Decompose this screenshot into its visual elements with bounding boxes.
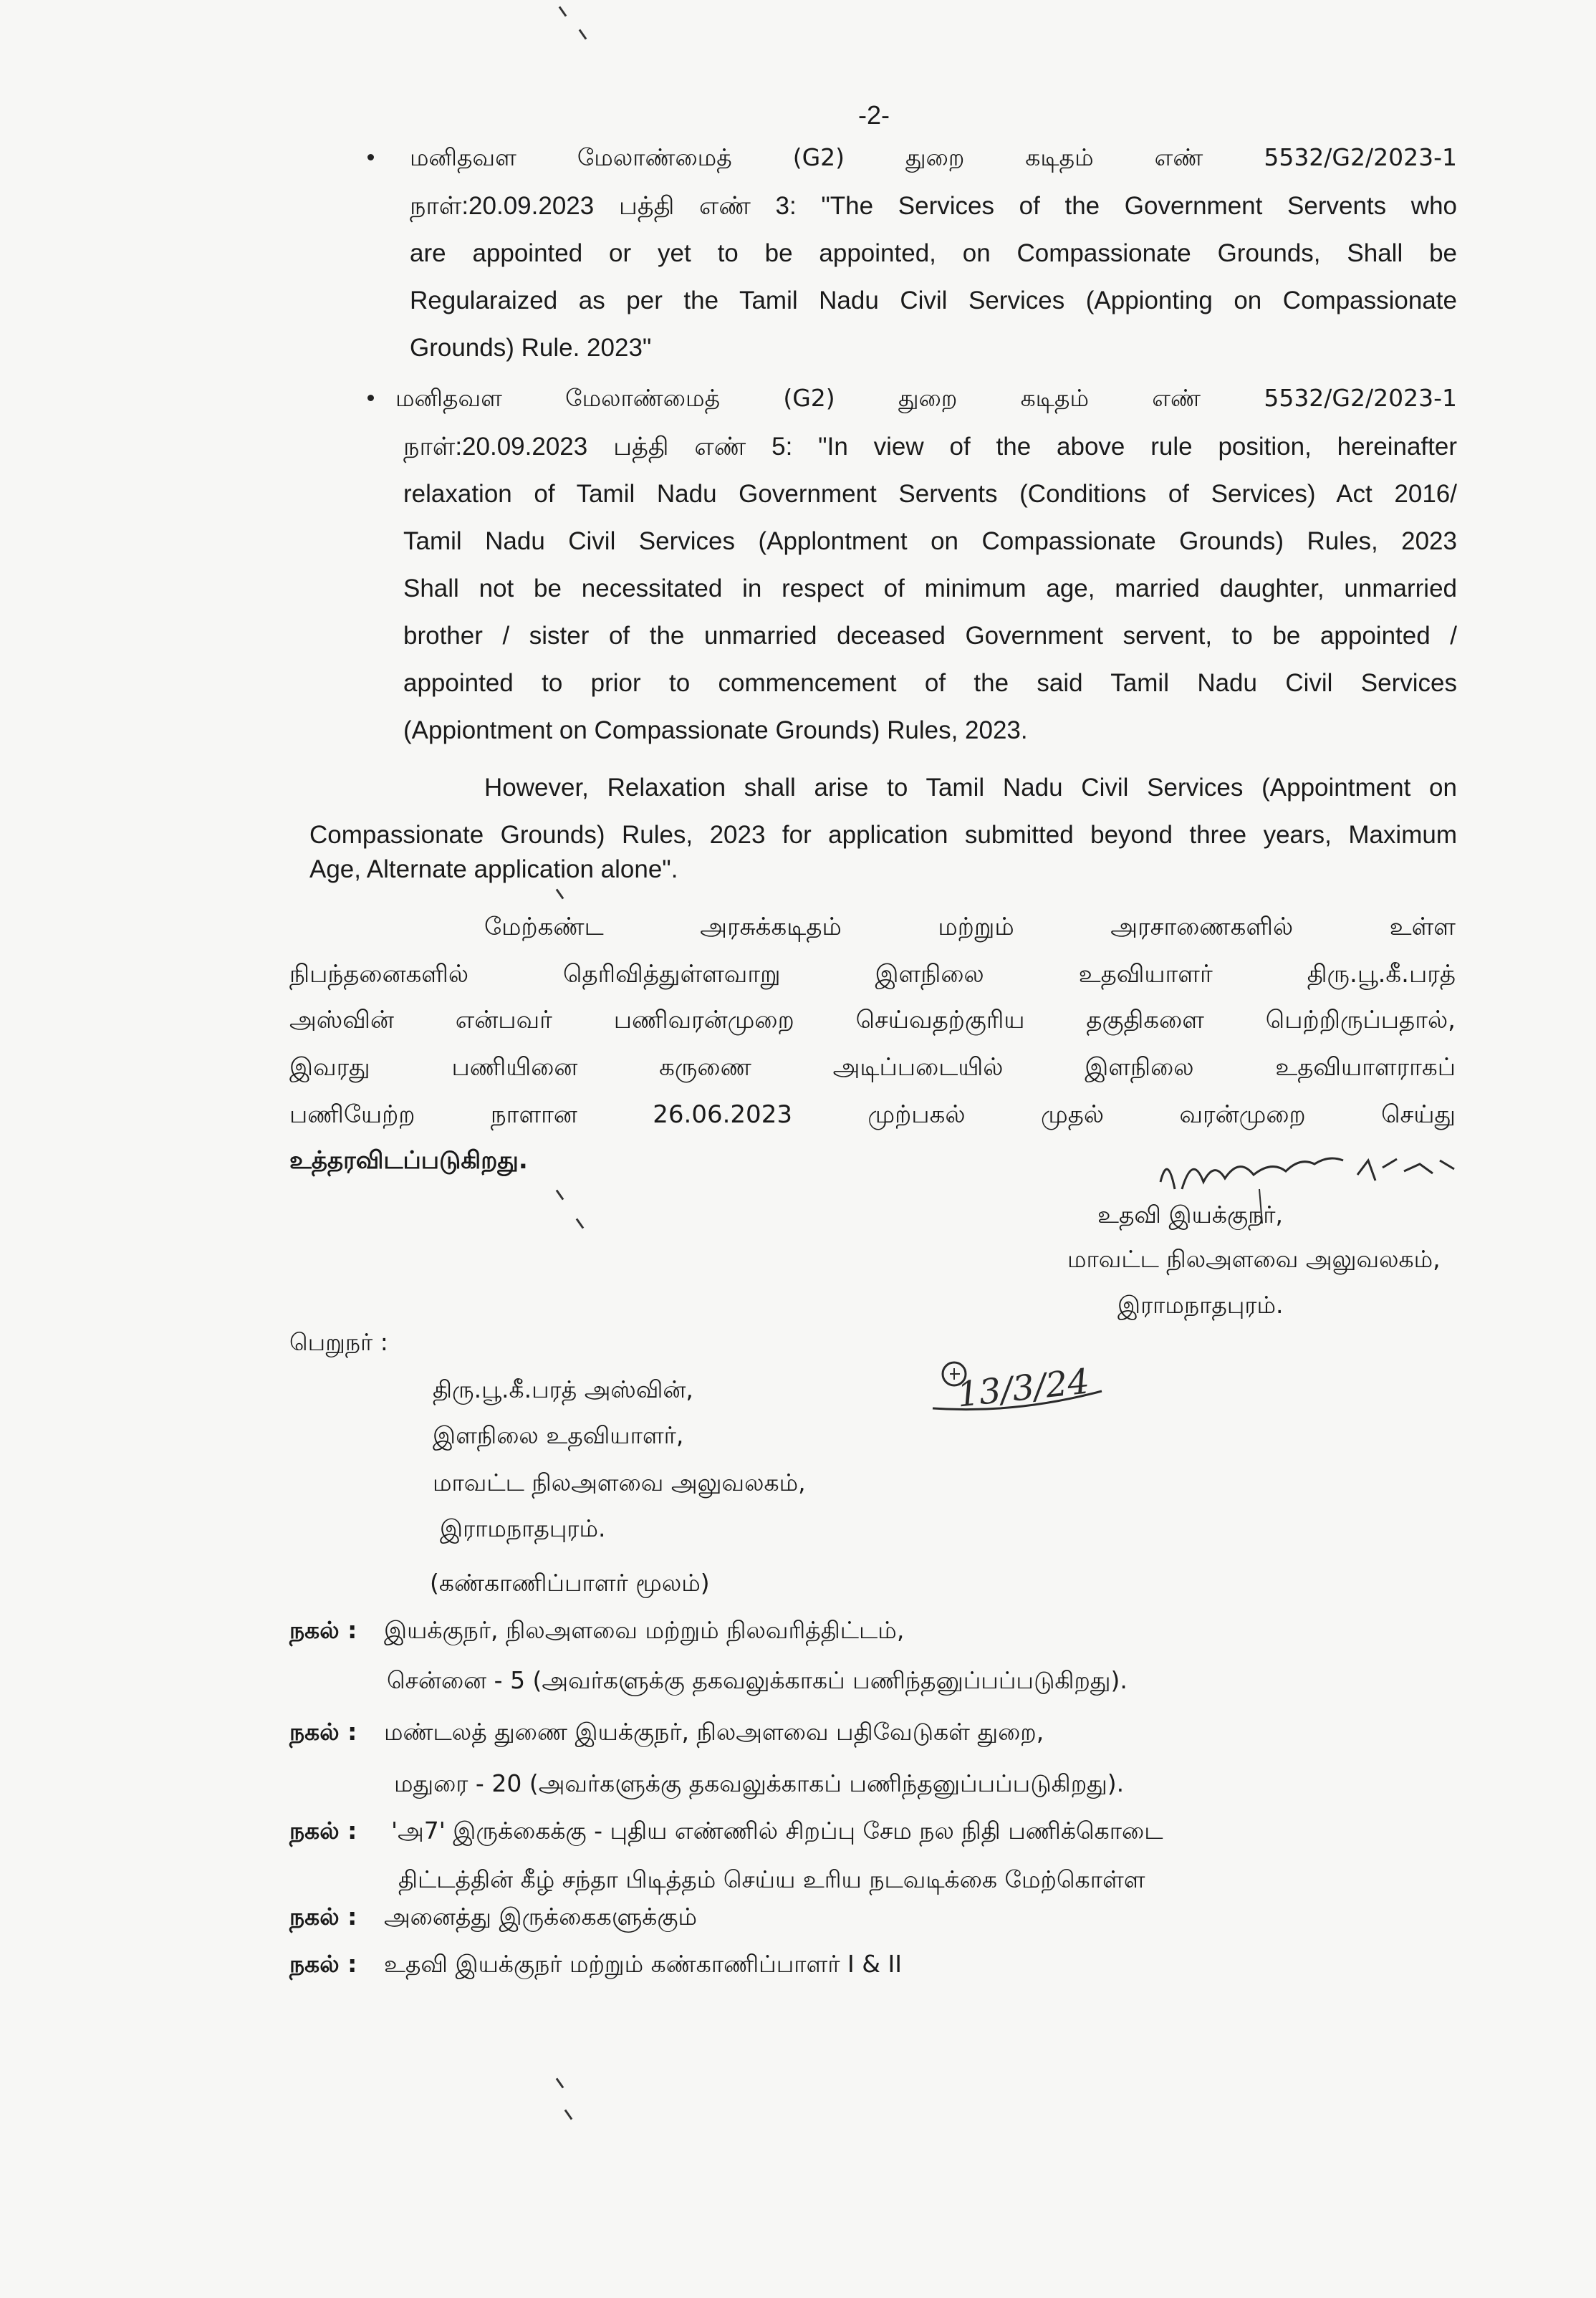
bullet-dot (367, 395, 374, 401)
tick-mark (556, 1190, 564, 1201)
order-para-line: இவரது பணியினை கருணை அடிப்படையில் இளநிலை உதவியாளராகப் (289, 1053, 1456, 1082)
bullet-1-line: Grounds) Rule. 2023" (410, 334, 652, 362)
signatory-place: இராமநாதபுரம். (1117, 1291, 1284, 1319)
bullet-1-line: are appointed or yet to be appointed, on Compassionate Grounds, Shall be (410, 239, 1457, 267)
copy-line: உதவி இயக்குநர் மற்றும் கண்காணிப்பாளர் I & II (384, 1950, 902, 1978)
copy-label: நகல் : (289, 1616, 357, 1644)
tick-mark (564, 2110, 573, 2120)
bullet-2-line: Tamil Nadu Civil Services (Applontment on Compassionate Grounds) Rules, 2023 (403, 527, 1457, 555)
copy-line: 'அ7' இருக்கைக்கு - புதிய எண்ணில் சிறப்பு சேம நல நிதி பணிக்கொடை (391, 1817, 1163, 1845)
copy-label: நகல் : (289, 1718, 357, 1746)
copy-label: நகல் : (289, 1817, 357, 1845)
copy-line: மதுரை - 20 (அவர்களுக்கு தகவலுக்காகப் பணிந்தனுப்பப்படுகிறது). (394, 1769, 1125, 1797)
tick-mark (579, 29, 587, 40)
however-para-line: Age, Alternate application alone". (309, 855, 678, 883)
bullet-2-line: Shall not be necessitated in respect of minimum age, married daughter, unmarried (403, 574, 1457, 602)
bullet-1-line: மனிதவள மேலாண்மைத் (G2) துறை கடிதம் எண் 5532/G2/2023-1 (410, 143, 1457, 171)
bullet-1-line: நாள்:20.09.2023 பத்தி எண் 3: "The Services of the Government Servents who (410, 192, 1457, 220)
handwritten-receipt-note (930, 1358, 1116, 1423)
order-para-line: உத்தரவிடப்படுகிறது. (289, 1146, 528, 1175)
copy-label: நகல் : (289, 1950, 357, 1978)
order-para-line: மேற்கண்ட அரசுக்கடிதம் மற்றும் அரசாணைகளில் உள்ள (484, 913, 1456, 941)
recipient-line: இளநிலை உதவியாளர், (433, 1421, 684, 1449)
tick-mark (559, 6, 567, 17)
bullet-2-line: relaxation of Tamil Nadu Government Servents (Conditions of Services) Act 2016/ (403, 480, 1457, 508)
copy-line: இயக்குநர், நிலஅளவை மற்றும் நிலவரித்திட்டம், (384, 1616, 905, 1644)
however-para-line: Compassionate Grounds) Rules, 2023 for application submitted beyond three years, Maximum (309, 821, 1457, 849)
recipient-line: திரு.பூ.கீ.பரத் அஸ்வின், (433, 1375, 693, 1403)
copy-line: அனைத்து இருக்கைகளுக்கும் (384, 1903, 698, 1931)
bullet-1-line: Regularaized as per the Tamil Nadu Civil Services (Appionting on Compassionate (410, 287, 1457, 314)
bullet-dot (367, 154, 374, 160)
bullet-2-line: brother / sister of the unmarried deceased Government servent, to be appointed / (403, 622, 1457, 650)
tick-mark (556, 889, 564, 900)
copy-line: மண்டலத் துணை இயக்குநர், நிலஅளவை பதிவேடுகள் துறை, (384, 1718, 1044, 1746)
order-para-line: நிபந்தனைகளில் தெரிவித்துள்ளவாறு இளநிலை உதவியாளர் திரு.பூ.கீ.பரத் (289, 960, 1456, 989)
receipt-date: 13/3/24 (955, 1361, 1092, 1415)
copy-line: சென்னை - 5 (அவர்களுக்கு தகவலுக்காகப் பணிந்தனுப்பப்படுகிறது). (387, 1666, 1128, 1694)
signatory-designation: உதவி இயக்குநர், (1097, 1201, 1284, 1229)
recipient-label: பெறுநர் : (289, 1328, 388, 1356)
bullet-2-line: மனிதவள மேலாண்மைத் (G2) துறை கடிதம் எண் 5532/G2/2023-1 (395, 384, 1457, 412)
bullet-2-line: நாள்:20.09.2023 பத்தி எண் 5: "In view of the above rule position, hereinafter (403, 433, 1457, 461)
page-number: -2- (858, 100, 890, 130)
recipient-line: மாவட்ட நிலஅளவை அலுவலகம், (433, 1468, 806, 1496)
recipient-line: (கண்காணிப்பாளர் மூலம்) (430, 1569, 710, 1597)
copy-label: நகல் : (289, 1903, 357, 1931)
bullet-2-line: appointed to prior to commencement of the said Tamil Nadu Civil Services (403, 669, 1457, 697)
however-para-line: However, Relaxation shall arise to Tamil Nadu Civil Services (Appointment on (484, 774, 1457, 802)
order-para-line: அஸ்வின் என்பவர் பணிவரன்முறை செய்வதற்குரிய தகுதிகளை பெற்றிருப்பதால், (289, 1006, 1456, 1034)
copy-line: திட்டத்தின் கீழ் சந்தா பிடித்தம் செய்ய உரிய நடவடிக்கை மேற்கொள்ள (398, 1865, 1145, 1893)
order-para-line: பணியேற்ற நாளான 26.06.2023 முற்பகல் முதல் வரன்முறை செய்து (289, 1100, 1456, 1129)
signatory-office: மாவட்ட நிலஅளவை அலுவலகம், (1067, 1245, 1441, 1273)
tick-mark (556, 2078, 564, 2089)
bullet-2-line: (Appiontment on Compassionate Grounds) Rules, 2023. (403, 716, 1028, 744)
recipient-line: இராமநாதபுரம். (440, 1514, 606, 1542)
tick-mark (576, 1218, 585, 1229)
